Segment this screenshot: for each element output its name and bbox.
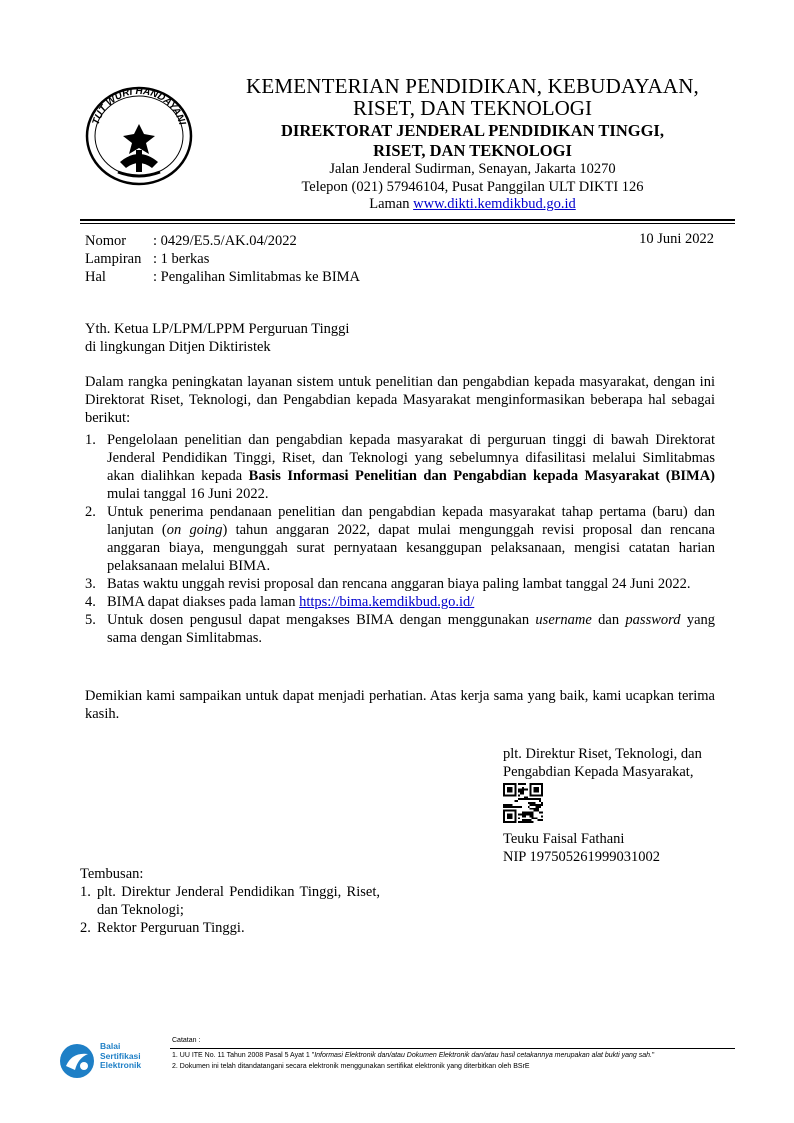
website-prefix: Laman [369, 196, 410, 212]
footer-catatan-label: Catatan : [172, 1037, 201, 1044]
closing-paragraph: Demikian kami sampaikan untuk dapat menjadi perhatian. Atas kerja sama yang baik, kami ucapkan terima kasih. [85, 688, 715, 722]
bsre-wordmark [100, 1042, 141, 1071]
hal-value: : Pengalihan Simlitabmas ke BIMA [153, 269, 361, 285]
bsre-line1: Balai [100, 1041, 121, 1051]
tembusan-item1: plt. Direktur Jenderal Pendidikan Tinggi, Riset, dan Teknologi; [97, 884, 380, 918]
tut-wuri-handayani-logo [80, 80, 198, 188]
tembusan-item2: Rektor Perguruan Tinggi. [97, 920, 245, 936]
item5-password: password [625, 612, 681, 628]
ministry-name-line2: RISET, DAN TEKNOLOGI [353, 96, 592, 120]
list-item [85, 593, 715, 611]
directorate-name-line1: DIREKTORAT JENDERAL PENDIDIKAN TINGGI, [281, 121, 664, 140]
footer-note1 [172, 1052, 742, 1059]
list-item [80, 883, 380, 919]
list-item [85, 431, 715, 503]
footer-note2: 2. Dokumen ini telah ditandatangani secara elektronik menggunakan sertifikat elektronik yang diterbitkan oleh BSrE [172, 1063, 530, 1070]
logo-motto: TUT WURI HANDAYANI [90, 85, 188, 127]
list-item [80, 919, 380, 937]
signatory-title-line2: Pengabdian Kepada Masyarakat, [503, 764, 694, 780]
header-address: Jalan Jenderal Sudirman, Senayan, Jakarta 10270 [329, 161, 616, 177]
item5-text-before: Untuk dosen pengusul dapat mengakses BIMA dengan menggunakan [107, 612, 536, 628]
list-number: 5. [85, 612, 96, 628]
item5-username: username [535, 612, 592, 628]
list-number: 1. [85, 432, 96, 448]
item2-text-after: ) tahun anggaran 2022, dapat mulai mengunggah revisi proposal dan rencana anggaran biaya, mengunggah surat pernyataan kesanggupan pelaksanaan, mengisi catatan harian pelaksanaan melalui BIMA. [107, 522, 715, 574]
meta-nomor [85, 233, 297, 250]
list-number: 1. [80, 884, 91, 900]
item5-text-after: yang sama dengan Simlitabmas. [107, 612, 716, 646]
header-phone: Telepon (021) 57946104, Pusat Panggilan ULT DIKTI 126 [301, 179, 644, 195]
lampiran-value: : 1 berkas [153, 251, 210, 267]
svg-text:TUT WURI HANDAYANI [91, 86, 188, 127]
meta-hal [85, 269, 360, 286]
item4-text: BIMA dapat diakses pada laman [107, 594, 300, 610]
letter-date: 10 Juni 2022 [639, 231, 714, 247]
footer-divider [170, 1048, 735, 1049]
list-number: 3. [85, 576, 96, 592]
item1-text-before: Pengelolaan penelitian dan pengabdian kepada masyarakat di perguruan tinggi di bawah Direktorat Jenderal Pendidikan Tinggi, Riset, dan Teknologi yang sebelumnya difasilitasi melalui Simlitabmas akan dialihkan kepada [107, 432, 715, 484]
directorate-name-line2: RISET, DAN TEKNOLOGI [373, 141, 572, 160]
bsre-line3: Elektronik [100, 1060, 142, 1070]
ministry-name-line1: KEMENTERIAN PENDIDIKAN, KEBUDAYAAN, [245, 74, 700, 98]
header-website [205, 196, 740, 213]
recipient-line1: Yth. Ketua LP/LPM/LPPM Perguruan Tinggi [85, 321, 350, 337]
meta-lampiran [85, 251, 209, 268]
website-link[interactable]: www.dikti.kemdikbud.go.id [413, 196, 576, 212]
list-item [85, 611, 715, 647]
bima-link[interactable]: https://bima.kemdikbud.go.id/ [299, 594, 475, 610]
hal-label: Hal [85, 269, 106, 285]
item3-text: Batas waktu unggah revisi proposal dan rencana anggaran biaya paling lambat tanggal 24 Juni 2022. [107, 576, 691, 592]
list-item [85, 575, 715, 593]
list-item [85, 503, 715, 575]
recipient-block [85, 320, 715, 356]
item1-text-after: mulai tanggal 16 Juni 2022. [107, 486, 269, 502]
signatory-title-line1: plt. Direktur Riset, Teknologi, dan [503, 746, 702, 762]
signature-qr-code [503, 783, 543, 823]
item1-bima-name: Basis Informasi Penelitian dan Pengabdian kepada Masyarakat (BIMA) [248, 468, 715, 484]
tembusan-label: Tembusan: [80, 866, 144, 882]
list-number: 2. [80, 920, 91, 936]
list-number: 2. [85, 504, 96, 520]
nomor-label: Nomor [85, 233, 127, 249]
signatory-name: Teuku Faisal Fathani [503, 831, 625, 847]
note1-quote: Informasi Elektronik dan/atau Dokumen Elektronik dan/atau hasil cetakannya merupakan alat bukti yang sah. [314, 1052, 652, 1059]
bsre-line2: Sertifikasi [100, 1050, 141, 1061]
note1-suffix: " [651, 1052, 655, 1059]
header-divider-thick [80, 219, 735, 221]
item2-text-before: Untuk penerima pendanaan penelitian dan pengabdian kepada masyarakat tahap pertama (baru) dan lanjutan ( [107, 504, 715, 538]
note1-prefix: 1. UU ITE No. 11 Tahun 2008 Pasal 5 Ayat 1 " [172, 1052, 315, 1059]
header-divider-thin [80, 223, 735, 224]
numbered-list [85, 431, 715, 647]
signatory-nip: NIP 197505261999031002 [503, 849, 660, 865]
item5-text-mid: dan [591, 612, 626, 628]
signatory-title [503, 745, 743, 781]
nomor-value: : 0429/E5.5/AK.04/2022 [153, 233, 297, 249]
item2-on-going: on going [166, 522, 223, 538]
list-number: 4. [85, 594, 96, 610]
tembusan-block [80, 865, 380, 937]
bsre-logo-icon [58, 1042, 96, 1080]
intro-paragraph: Dalam rangka peningkatan layanan sistem untuk penelitian dan pengabdian kepada masyarakat, dengan ini Direktorat Riset, Teknologi, dan Pengabdian kepada Masyarakat menginformasikan beberapa hal sebagai berikut: [85, 374, 715, 426]
lampiran-label: Lampiran [85, 251, 142, 267]
recipient-line2: di lingkungan Ditjen Diktiristek [85, 339, 271, 355]
